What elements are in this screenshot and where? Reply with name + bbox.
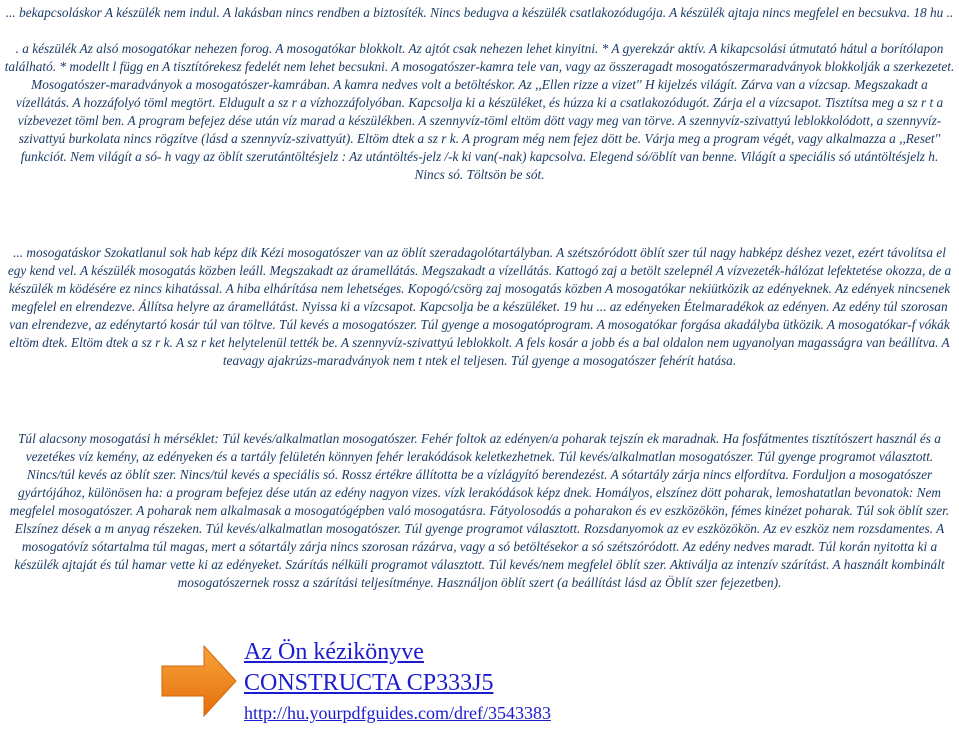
paragraph-washing-issues: ... mosogatáskor Szokatlanul sok hab képz dik Kézi mosogatószer van az öblít szeradagolótartályban. A szétszóródott öblít szer túl nagy habképz déshez vezet, ezért távolítsa el egy kend vel. A készülék mosogatás közben leáll. Megszakadt az áramellátás. Megszakadt a vízellátás. Kattogó zaj a betölt szelepnél A vízvezeték-hálózat lefektetése okozza, de a készülék m ködésére ez nincs kihatással. A hiba elhárítása nem lehetséges. Kopogó/csörg zaj mosogatás közben A mosogatókar nekiütközik az edényeknek. Az edények nincsenek megfelel en elrendezve. Állítsa helyre az áramellátást. Nyissa ki a vízcsapot. Kapcsolja be a készüléket. 19 hu ... az edényeken Ételmaradékok az edényen. Az edény túl szorosan van elrendezve, az edénytartó kosár túl van töltve. Túl kevés a mosogatószer. Túl gyenge a mosogatóprogram. A mosogatókar forgása akadályba ütközik. A mosogatókar-f vókák eltöm dtek. Eltöm dtek a sz r k. A sz r ket helytelenül tették be. A szennyvíz-szivattyú leblokkolt. A fels kosár a jobb és a bal oldalon nem ugyanolyan magasságra van beállítva. A teavagy ajakrúzs-maradványok nem t ntek el teljesen. Túl gyenge a mosogatószer fehérít hatása. [7,245,952,368]
paragraph-device-issues: . a készülék Az alsó mosogatókar nehezen forog. A mosogatókar blokkolt. Az ajtót csak nehezen lehet kinyitni. * A gyerekzár aktív. A kikapcsolási útmutató hátul a borítólapon található. * modellt l függ en A tisztítórekesz fedelét nem lehet becsukni. A mosogatószer-kamra tele van, vagy az összeragadt mosogatószermaradványok blokkolják a szerkezetet. Mosogatószer-maradványok a mosogatószer-kamrában. A kamra nedves volt a betöltéskor. Az ,,Ellen rizze a vizet'' H kijelzés világít. Zárva van a vízcsap. Megszakadt a vízellátás. A hozzáfolyó töml megtört. Eldugult a sz r a vízhozzáfolyóban. Kapcsolja ki a készüléket, és húzza ki a csatlakozódugót. Zárja el a vízcsapot. Tisztítsa meg a sz r t a vízbevezet töml ben. A program befejez dése után víz marad a készülékben. A szennyvíz-töml eltöm dött vagy meg van törve. A szennyvíz-szivattyú leblokkolódott, a szennyvíz-szivattyú burkolata nincs rögzítve (lásd a szennyvíz-szivattyút). Eltöm dtek a sz r k. A program még nem fejez dött be. Várja meg a program végét, vagy alkalmazza a ,,Reset'' funkciót. Nem világít a só- h vagy az öblít szerutántöltésjelz : Az utántöltés-jelz /-k ki van(-nak) kapcsolva. Elegend só/öblít van benne. Világít a speciális só utántöltésjelz h. Nincs só. Töltsön be sót. [4,41,955,182]
manual-title-link[interactable]: Az Ön kézikönyve [244,639,424,665]
paragraph-results-issues: Túl alacsony mosogatási h mérséklet: Túl kevés/alkalmatlan mosogatószer. Fehér foltok az edényen/a poharak tejszín ek maradnak. Ha fosfátmentes tisztítószert használ és a vezetékes víz kemény, az edényeken és a tartály felületén könnyen fehér lerakódások keletkezhetnek. Túl kevés/alkalmatlan mosogatószer. Túl gyenge programot választott. Nincs/túl kevés az öblít szer. Nincs/túl kevés a speciális só. Rossz értékre állította be a vízlágyító berendezést. A sótartály zárja nincs elfordítva. Forduljon a mosogatószer gyártójához, különösen ha: a program befejez dése után az edény nagyon vizes. vízk lerakódások képz dnek. Homályos, elszínez dött poharak, lemoshatatlan bevonatok: Nem megfelel mosogatószer. A poharak nem alkalmasak a mosogatógépben való mosogatásra. Fátyolosodás a poharakon és ev eszközökön, fémes kinézet poharak. Túl sok öblít szer. Elszínez dések a m anyag részeken. Túl kevés/alkalmatlan mosogatószer. Túl gyenge programot választott. Rozsdanyomok az ev eszközökön. Az ev eszköz nem rozsdamentes. A mosogatóvíz sótartalma túl magas, mert a sótartály zárja nincs szorosan rázárva, vagy a só betöltésekor a só szétszóródott. Az edény nedves maradt. Túl korán nyitotta ki a készülék ajtaját és túl hamar vette ki az edényeket. Szárítás nélküli programot választott. Túl kevés/nem megfelel öblít szer. Aktiválja az intenzív szárítást. A használt kombinált mosogatószernek rossz a szárítási teljesítménye. Használjon öblít szert (a beállítást lásd az Öblít szer fejezetben). [9,431,950,590]
footer-links-block [158,636,758,736]
url-link[interactable]: http://hu.yourpdfguides.com/dref/3543383 [244,703,551,723]
arrow-right-icon [158,640,240,722]
paragraph-power-on: ... bekapcsoláskor A készülék nem indul. A lakásban nincs rendben a biztosíték. Nincs bedugva a készülék csatlakozódugója. A készülék ajtaja nincs megfelel en becsukva. 18 hu .. [5,5,954,20]
model-link[interactable]: CONSTRUCTA CP333J5 [244,670,494,696]
